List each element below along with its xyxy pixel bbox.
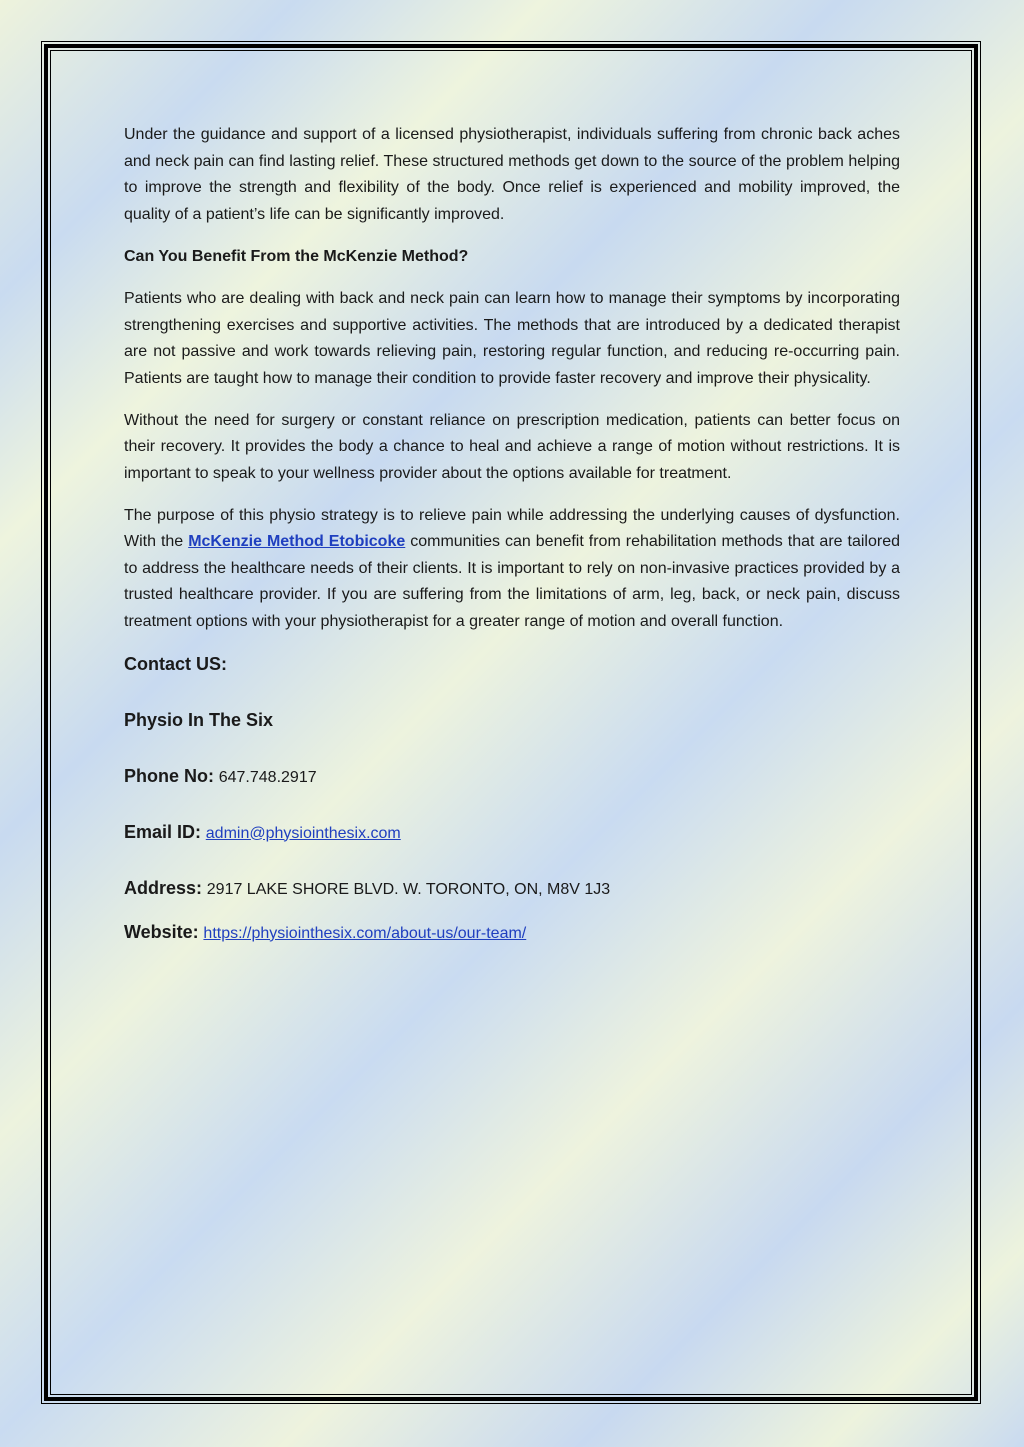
paragraph-purpose-start: The purpose of this physio strategy is to relieve pain while addressing the underlying causes of dysfunction. With the bbox=[124, 506, 900, 550]
company-name: Physio In The Six bbox=[124, 709, 274, 730]
contact-heading: Contact US: bbox=[124, 653, 227, 674]
paragraph-purpose-end: communities can benefit from rehabilitation methods that are tailored to address the healthcare needs of their clients. It is important to rely on non-invasive practices provided by a trusted healthcare provider. If you are suffering from the limitations of arm, leg, back, or neck pain, discuss treatment options with your physiotherapist for a greater range of motion and overall function. bbox=[124, 533, 901, 630]
email-link[interactable]: admin@physiointhesix.com bbox=[205, 824, 401, 842]
contact-section bbox=[124, 651, 900, 975]
paragraph-purpose bbox=[124, 503, 900, 636]
phone-label: Phone No: bbox=[124, 765, 214, 786]
paragraph-surgery: Without the need for surgery or constant reliance on prescription medication, patients can better focus on their recovery. It provides the body a chance to heal and achieve a range of motion without restrictions. It is important to speak to your wellness provider about the options available for treatment. bbox=[124, 411, 900, 482]
website-label: Website: bbox=[124, 921, 199, 942]
website-link[interactable]: https://physiointhesix.com/about-us/our-team/ bbox=[203, 924, 527, 942]
email-line bbox=[124, 819, 900, 875]
mckenzie-method-link[interactable]: McKenzie Method Etobicoke bbox=[188, 533, 406, 550]
phone-line bbox=[124, 763, 900, 819]
address-value: 2917 LAKE SHORE BLVD. W. TORONTO, ON, M8V 1J3 bbox=[206, 880, 611, 898]
website-line bbox=[124, 919, 900, 975]
paragraph-patients: Patients who are dealing with back and neck pain can learn how to manage their symptoms by incorporating strengthening exercises and supportive activities. The methods that are introduced by a dedicated therapist are not passive and work towards relieving pain, restoring regular function, and reducing re-occurring pain. Patients are taught how to manage their condition to provide faster recovery and improve their physicality. bbox=[124, 290, 900, 387]
email-label: Email ID: bbox=[124, 821, 202, 842]
document-body bbox=[124, 122, 900, 975]
phone-value: 647.748.2917 bbox=[218, 768, 317, 786]
section-heading: Can You Benefit From the McKenzie Method? bbox=[124, 247, 469, 265]
paragraph-intro: Under the guidance and support of a licensed physiotherapist, individuals suffering from chronic back aches and neck pain can find lasting relief. These structured methods get down to the source of the problem helping to improve the strength and flexibility of the body. Once relief is experienced and mobility improved, the quality of a patient’s life can be significantly improved. bbox=[124, 126, 900, 223]
address-line bbox=[124, 875, 900, 919]
address-label: Address: bbox=[124, 877, 203, 898]
